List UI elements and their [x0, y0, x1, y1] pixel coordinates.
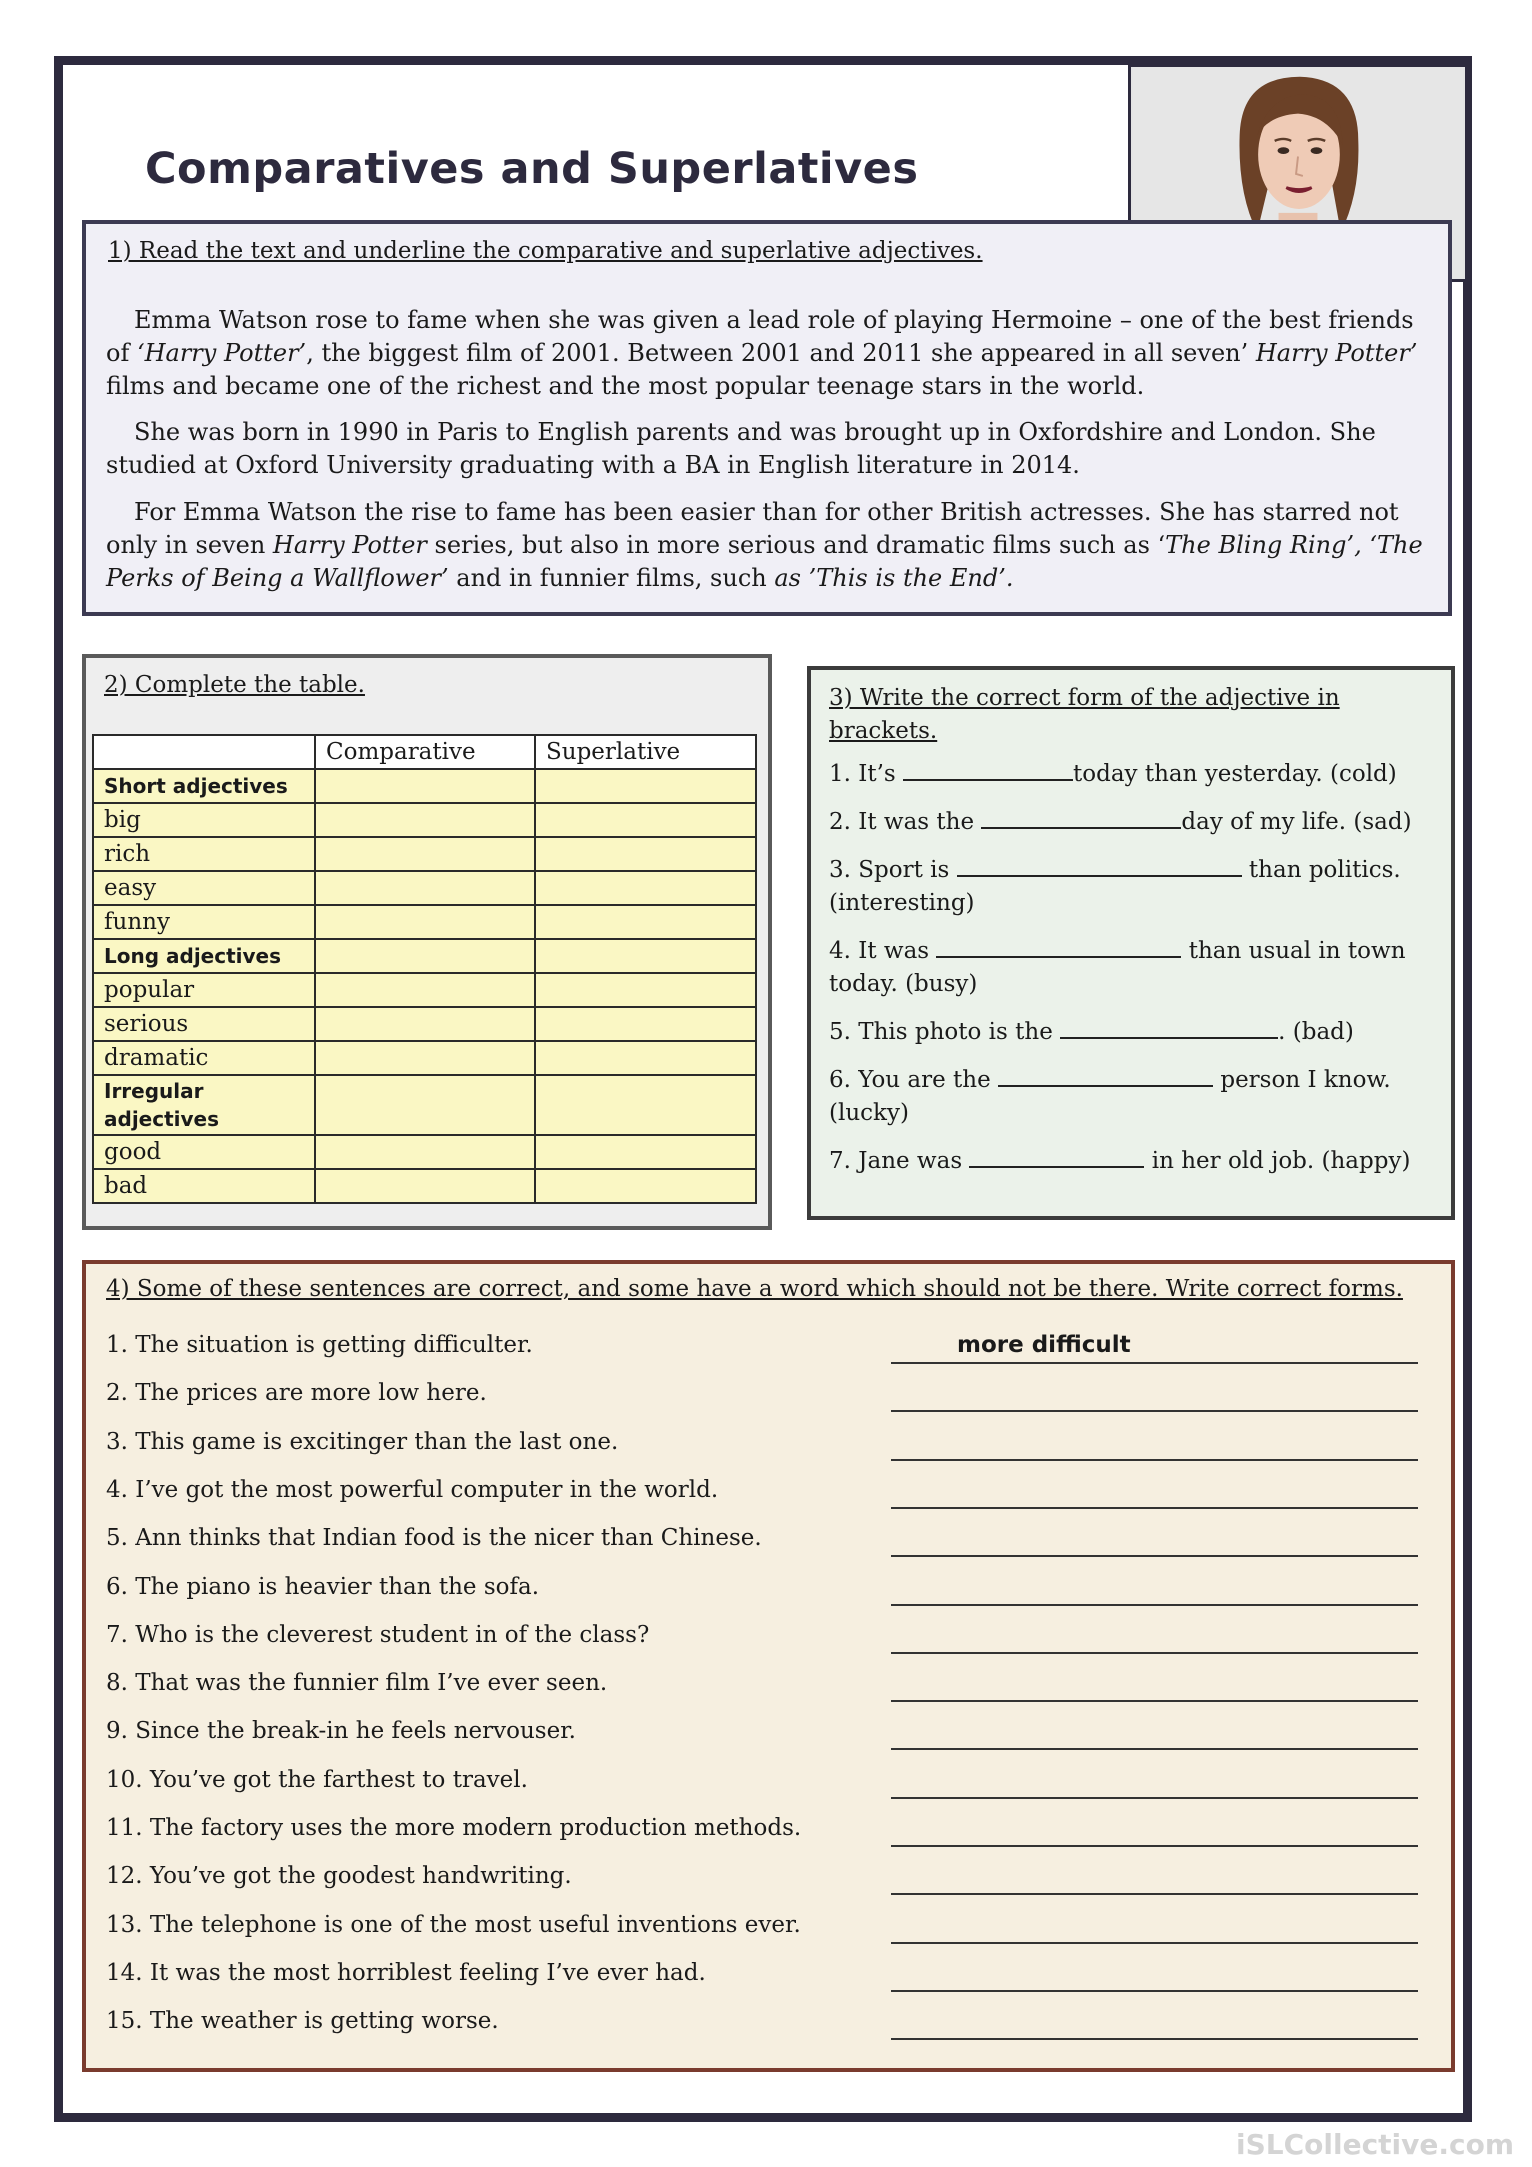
answer-line[interactable]: [891, 1410, 1418, 1412]
correction-row: [106, 1670, 1426, 1710]
correction-section: [82, 1260, 1455, 2072]
table-header-superlative: Superlative: [535, 735, 756, 769]
text-segment: The Bling Ring’, ‘The Perks of Being a Wallflower’: [106, 531, 1423, 592]
table-header-blank: [93, 735, 315, 769]
correction-sentence: 2. The prices are more low here.: [106, 1380, 487, 1407]
reading-paragraph-2: She was born in 1990 in Paris to English parents and was brought up in Oxfordshire and London. She studied at Oxford University graduating with a BA in English literature in 2014.: [106, 418, 1376, 479]
table-category-label: Long adjectives: [93, 939, 315, 973]
correction-sentence: 5. Ann thinks that Indian food is the nicer than Chinese.: [106, 1525, 762, 1552]
fill-in-item: [829, 1145, 1429, 1178]
table-superlative-cell[interactable]: [535, 1135, 756, 1169]
table-comparative-cell[interactable]: [315, 803, 535, 837]
answer-line[interactable]: [891, 1748, 1418, 1750]
table-category-label: Irregular adjectives: [93, 1075, 315, 1135]
fill-in-suffix: day of my life. (sad): [1181, 809, 1412, 835]
fill-in-suffix: in her old job. (happy): [1144, 1148, 1411, 1174]
fill-in-prefix: 7. Jane was: [829, 1148, 970, 1174]
fill-in-section: [807, 666, 1455, 1220]
table-row: [93, 837, 756, 871]
correction-sentence: 1. The situation is getting difficulter.: [106, 1332, 533, 1358]
answer-line[interactable]: [891, 1459, 1418, 1461]
adjective-table: [92, 734, 757, 1204]
text-segment: ‘Harry Potter’: [136, 339, 307, 367]
answer-line[interactable]: [891, 1604, 1418, 1606]
table-comparative-cell[interactable]: [315, 1169, 535, 1203]
table-category-label: Short adjectives: [93, 769, 315, 803]
text-segment: , the biggest film of 2001. Between 2001 and 2011 she appeared in all seven’: [306, 339, 1256, 367]
correction-heading: 4) Some of these sentences are correct, and some have a word which should not be there. Write correct forms.: [106, 1276, 1403, 1302]
answer-line[interactable]: [891, 1652, 1418, 1654]
table-section: [82, 654, 772, 1230]
correction-row: [106, 1622, 1426, 1662]
correction-sentence: 13. The telephone is one of the most useful inventions ever.: [106, 1911, 801, 1938]
correction-row: [106, 1767, 1426, 1807]
reading-heading: 1) Read the text and underline the comparative and superlative adjectives.: [108, 238, 983, 264]
text-segment: and in funnier films, such: [448, 564, 775, 592]
text-segment: films and became one of the richest and the most popular teenage stars in the world.: [106, 372, 1145, 400]
correction-row: [106, 2008, 1426, 2048]
fill-in-suffix: . (bad): [1278, 1019, 1354, 1045]
correction-sentence: 4. I’ve got the most powerful computer in the world.: [106, 1476, 719, 1503]
fill-in-prefix: 1. It’s: [829, 761, 904, 787]
answer-line[interactable]: [891, 1362, 1418, 1364]
answer-blank[interactable]: [957, 855, 1242, 877]
table-superlative-cell[interactable]: [535, 769, 756, 803]
table-superlative-cell[interactable]: [535, 871, 756, 905]
text-segment: Harry Potter’: [1255, 339, 1418, 367]
correction-row: [106, 1525, 1426, 1565]
answer-blank[interactable]: [936, 936, 1181, 958]
table-row: [93, 1169, 756, 1203]
table-superlative-cell[interactable]: [535, 905, 756, 939]
table-row: [93, 939, 756, 973]
fill-in-prefix: 2. It was the: [829, 809, 982, 835]
answer-line[interactable]: [891, 1990, 1418, 1992]
table-comparative-cell[interactable]: [315, 1007, 535, 1041]
correction-row: [106, 1718, 1426, 1758]
answer-line[interactable]: [891, 1942, 1418, 1944]
table-adjective-label: funny: [93, 905, 315, 939]
text-segment: For Emma Watson the rise to fame has been easier than for other British actresses. She has starred not only in seven: [106, 498, 1399, 559]
correction-sentence: 8. That was the funnier film I’ve ever seen.: [106, 1670, 608, 1697]
table-superlative-cell[interactable]: [535, 1169, 756, 1203]
reading-paragraph-3: [106, 496, 1431, 595]
answer-line[interactable]: [891, 1700, 1418, 1702]
table-adjective-label: good: [93, 1135, 315, 1169]
correction-row: [106, 1477, 1426, 1517]
correction-sentence: 11. The factory uses the more modern production methods.: [106, 1815, 802, 1841]
table-superlative-cell[interactable]: [535, 1007, 756, 1041]
fill-in-heading: 3) Write the correct form of the adjective in brackets.: [829, 685, 1340, 744]
table-row: [93, 769, 756, 803]
correction-row: [106, 1912, 1426, 1952]
answer-blank[interactable]: [969, 1146, 1144, 1168]
table-comparative-cell[interactable]: [315, 939, 535, 973]
answer-line[interactable]: [891, 1555, 1418, 1557]
answer-blank[interactable]: [1060, 1017, 1278, 1039]
text-segment: Harry Potter: [272, 531, 427, 559]
fill-in-item: [829, 806, 1429, 839]
table-row: [93, 905, 756, 939]
correction-row: [106, 1380, 1426, 1420]
table-adjective-label: rich: [93, 837, 315, 871]
table-comparative-cell[interactable]: [315, 871, 535, 905]
correction-sentence: 15. The weather is getting worse.: [106, 2008, 499, 2035]
fill-in-item: [829, 758, 1429, 791]
correction-row: [106, 1332, 1426, 1372]
fill-in-item: [829, 1016, 1429, 1049]
table-adjective-label: big: [93, 803, 315, 837]
reading-paragraph-1: [106, 304, 1431, 403]
answer-line[interactable]: [891, 1845, 1418, 1847]
table-adjective-label: popular: [93, 973, 315, 1007]
table-adjective-label: easy: [93, 871, 315, 905]
reading-section: [82, 220, 1452, 616]
correction-row: [106, 1960, 1426, 2000]
table-adjective-label: bad: [93, 1169, 315, 1203]
text-segment: series, but also in more serious and dramatic films such as ‘: [426, 531, 1166, 559]
correction-row: [106, 1863, 1426, 1903]
table-row: [93, 1075, 756, 1135]
table-comparative-cell[interactable]: [315, 837, 535, 871]
correction-row: [106, 1429, 1426, 1469]
correction-row: [106, 1815, 1426, 1855]
answer-line[interactable]: [891, 1893, 1418, 1895]
table-superlative-cell[interactable]: [535, 1041, 756, 1075]
table-superlative-cell[interactable]: [535, 1075, 756, 1135]
answer-line[interactable]: [891, 1507, 1418, 1509]
answer-blank[interactable]: [981, 807, 1181, 829]
answer-blank[interactable]: [998, 1065, 1213, 1087]
watermark: iSLCollective.com: [1236, 2128, 1515, 2161]
text-segment: as ’This is the End’.: [774, 564, 1014, 592]
table-comparative-cell[interactable]: [315, 769, 535, 803]
table-comparative-cell[interactable]: [315, 905, 535, 939]
table-comparative-cell[interactable]: [315, 1075, 535, 1135]
correction-row: [106, 1574, 1426, 1614]
table-row: [93, 1041, 756, 1075]
table-row: [93, 803, 756, 837]
table-adjective-label: serious: [93, 1007, 315, 1041]
fill-in-prefix: 6. You are the: [829, 1067, 999, 1093]
example-answer: more difficult: [949, 1332, 1139, 1358]
table-comparative-cell[interactable]: [315, 1041, 535, 1075]
fill-in-item: [829, 935, 1429, 1001]
answer-line[interactable]: [891, 2038, 1418, 2040]
table-superlative-cell[interactable]: [535, 803, 756, 837]
table-superlative-cell[interactable]: [535, 973, 756, 1007]
fill-in-item: [829, 854, 1429, 920]
correction-sentence: 14. It was the most horriblest feeling I’ve ever had.: [106, 1959, 706, 1986]
fill-in-prefix: 4. It was: [829, 938, 937, 964]
table-row: [93, 1007, 756, 1041]
fill-in-prefix: 3. Sport is: [829, 857, 957, 883]
fill-in-suffix: than usual in town today. (busy): [829, 938, 1406, 997]
table-comparative-cell[interactable]: [315, 973, 535, 1007]
fill-in-suffix: today than yesterday. (cold): [1073, 761, 1397, 787]
answer-blank[interactable]: [903, 759, 1073, 781]
page-title: Comparatives and Superlatives: [145, 144, 919, 194]
table-superlative-cell[interactable]: [535, 837, 756, 871]
correction-sentence: 7. Who is the cleverest student in of the class?: [106, 1621, 650, 1648]
table-row: [93, 871, 756, 905]
correction-sentence: 6. The piano is heavier than the sofa.: [106, 1573, 540, 1600]
fill-in-suffix: person I know. (lucky): [829, 1067, 1391, 1126]
correction-sentence: 10. You’ve got the farthest to travel.: [106, 1766, 528, 1793]
table-superlative-cell[interactable]: [535, 939, 756, 973]
answer-line[interactable]: [891, 1797, 1418, 1799]
table-row: [93, 973, 756, 1007]
fill-in-suffix: than politics. (interesting): [829, 857, 1401, 916]
text-segment: Emma Watson rose to fame when she was given a lead role of playing Hermoine – one of the best friends of: [106, 306, 1414, 367]
correction-sentence: 12. You’ve got the goodest handwriting.: [106, 1863, 572, 1890]
fill-in-prefix: 5. This photo is the: [829, 1019, 1061, 1045]
table-row: [93, 1135, 756, 1169]
correction-sentence: 9. Since the break-in he feels nervouser.: [106, 1718, 576, 1745]
table-header-row: [93, 735, 756, 769]
correction-sentence: 3. This game is excitinger than the last one.: [106, 1428, 619, 1455]
table-heading: 2) Complete the table.: [104, 672, 365, 698]
table-header-comparative: Comparative: [315, 735, 535, 769]
fill-in-item: [829, 1064, 1429, 1130]
table-adjective-label: dramatic: [93, 1041, 315, 1075]
table-comparative-cell[interactable]: [315, 1135, 535, 1169]
